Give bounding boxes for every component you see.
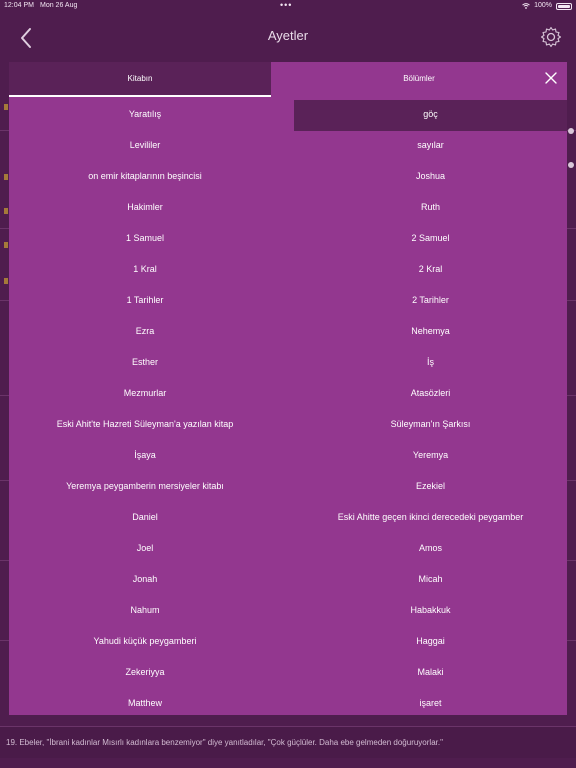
book-item[interactable]: Joel: [136, 543, 154, 553]
tab-books[interactable]: Kitabın: [9, 62, 271, 97]
book-item[interactable]: 2 Tarihler: [412, 295, 449, 305]
tab-bar: [9, 62, 567, 97]
book-item[interactable]: Atasözleri: [410, 388, 451, 398]
book-item[interactable]: Yeremya peygamberin mersiyeler kitabı: [66, 481, 224, 491]
settings-gear-icon[interactable]: [540, 26, 562, 48]
left-book-column: [9, 100, 281, 720]
book-item[interactable]: Eski Ahit'te Hazreti Süleyman'a yazılan kitap: [56, 419, 234, 429]
book-item[interactable]: Yahudi küçük peygamberi: [93, 636, 197, 646]
book-item[interactable]: Haggai: [416, 636, 445, 646]
status-right: [522, 0, 572, 12]
book-item[interactable]: Joshua: [415, 171, 446, 181]
book-item[interactable]: Matthew: [127, 698, 162, 708]
book-item[interactable]: Habakkuk: [410, 605, 451, 615]
book-item[interactable]: Hakimler: [127, 202, 163, 212]
wifi-icon: [522, 3, 530, 9]
book-item[interactable]: Daniel: [132, 512, 158, 522]
book-item[interactable]: Mezmurlar: [123, 388, 167, 398]
book-item[interactable]: Eski Ahitte geçen ikinci derecedeki peygamber: [337, 512, 524, 522]
book-item[interactable]: Yeremya: [412, 450, 449, 460]
book-item[interactable]: sayılar: [417, 140, 444, 150]
battery-icon: [556, 3, 572, 10]
book-item[interactable]: Nahum: [130, 605, 160, 615]
book-picker-modal: [9, 62, 567, 715]
book-item-selected[interactable]: göç: [294, 100, 567, 131]
book-item[interactable]: Zekeriyya: [125, 667, 165, 677]
book-item[interactable]: Nehemya: [411, 326, 450, 336]
book-item[interactable]: Levililer: [129, 140, 161, 150]
book-item[interactable]: Ruth: [420, 202, 440, 212]
book-item[interactable]: on emir kitaplarının beşincisi: [88, 171, 202, 181]
book-item[interactable]: 2 Samuel: [411, 233, 450, 243]
book-item[interactable]: 1 Samuel: [125, 233, 165, 243]
book-item[interactable]: Malaki: [417, 667, 444, 677]
book-item[interactable]: Ezra: [135, 326, 155, 336]
book-item[interactable]: İş: [426, 357, 434, 367]
right-book-column: [294, 100, 567, 720]
book-item[interactable]: Micah: [418, 574, 443, 584]
book-item[interactable]: 1 Tarihler: [126, 295, 164, 305]
book-item[interactable]: Yaratılış: [128, 109, 162, 119]
book-item[interactable]: 2 Kral: [418, 264, 443, 274]
multitasking-dots-icon[interactable]: •••: [280, 0, 293, 10]
battery-percent: 100%: [534, 2, 552, 9]
status-time: 12:04 PM: [4, 2, 34, 9]
close-icon[interactable]: [545, 72, 557, 84]
book-item[interactable]: Jonah: [132, 574, 158, 584]
book-item[interactable]: İşaya: [134, 450, 156, 460]
book-item[interactable]: Süleyman'ın Şarkısı: [390, 419, 471, 429]
book-item[interactable]: Ezekiel: [415, 481, 445, 491]
nav-bar: [0, 12, 576, 62]
status-bar: [0, 0, 576, 12]
book-item[interactable]: Amos: [418, 543, 442, 553]
book-item[interactable]: 1 Kral: [133, 264, 157, 274]
book-item[interactable]: Esther: [131, 357, 158, 367]
verse-text: 19. Ebeler, "İbrani kadınlar Mısırlı kadınlara benzemiyor" diye yanıtladılar, "Çok güçlüler. Daha ebe gelmeden doğuruyorlar.": [0, 726, 576, 758]
tab-chapters[interactable]: Bölümler: [271, 62, 567, 97]
book-item[interactable]: işaret: [419, 698, 442, 708]
status-date: Mon 26 Aug: [40, 2, 78, 9]
page-title: Ayetler: [267, 28, 309, 43]
